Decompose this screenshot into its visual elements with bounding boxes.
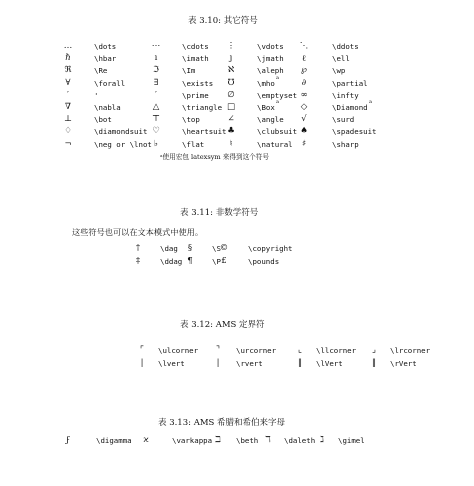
latex-command: \llcorner bbox=[316, 346, 357, 355]
latex-command: \gimel bbox=[338, 436, 365, 445]
symbol-glyph: □ bbox=[226, 102, 236, 112]
symbol-glyph: ♣ bbox=[227, 126, 235, 137]
symbol-glyph: † bbox=[135, 243, 141, 253]
symbol-glyph: § bbox=[187, 243, 193, 253]
latex-command: \vdots bbox=[257, 42, 284, 51]
latex-command: \S bbox=[212, 244, 221, 253]
symbol-glyph: ⌞ bbox=[298, 345, 302, 355]
symbol-glyph: ♯ bbox=[301, 138, 307, 149]
symbol-glyph: ⋮ bbox=[226, 41, 236, 51]
latex-command: \ddag bbox=[160, 256, 183, 266]
latex-command: \digamma bbox=[96, 436, 132, 445]
symbol-glyph: ¶ bbox=[187, 255, 193, 266]
latex-command: \rvert bbox=[236, 358, 263, 368]
latex-command: \ulcorner bbox=[158, 346, 199, 355]
symbol-glyph: ′ bbox=[67, 89, 69, 100]
symbol-glyph: ℵ bbox=[227, 65, 235, 76]
latex-command: ' bbox=[94, 90, 99, 100]
latex-command: \dots bbox=[94, 42, 117, 51]
symbol-glyph: ℑ bbox=[153, 65, 159, 76]
symbol-glyph: £ bbox=[221, 255, 227, 266]
symbol-glyph: ℓ bbox=[301, 54, 307, 65]
symbol-glyph: | bbox=[216, 357, 220, 368]
latex-command: \heartsuit bbox=[182, 127, 227, 137]
symbol-glyph: ¬ bbox=[64, 138, 72, 149]
symbol-glyph: √ bbox=[301, 114, 307, 125]
symbol-glyph: ∅ bbox=[227, 89, 235, 100]
latex-command: \urcorner bbox=[236, 346, 277, 355]
table-3-11-caption: 表 3.11: 非数学符号 bbox=[180, 208, 259, 218]
latex-command: \Im bbox=[182, 66, 196, 76]
latex-command: \varkappa bbox=[172, 436, 213, 445]
latex-command: \pounds bbox=[248, 256, 280, 266]
table-3-10-caption: 表 3.10: 其它符号 bbox=[188, 16, 258, 26]
symbol-glyph: ⌝ bbox=[216, 345, 220, 355]
latex-command: \exists bbox=[182, 78, 214, 88]
latex-command: \neg or \lnot bbox=[94, 139, 152, 149]
latex-command: \imath bbox=[182, 54, 209, 64]
latex-command: \Box bbox=[257, 103, 275, 112]
symbol-glyph: ⊤ bbox=[152, 114, 160, 125]
symbol-glyph: △ bbox=[152, 102, 160, 112]
latex-command: \beth bbox=[236, 436, 259, 445]
symbol-glyph: ϝ bbox=[66, 435, 70, 445]
latex-command: \partial bbox=[332, 78, 368, 88]
latex-command: \emptyset bbox=[257, 90, 298, 100]
symbol-glyph: ϰ bbox=[143, 435, 149, 445]
latex-command: \spadesuit bbox=[332, 127, 377, 137]
latex-command: \copyright bbox=[248, 244, 293, 253]
symbol-glyph: ♡ bbox=[152, 126, 160, 137]
latex-command: \natural bbox=[257, 139, 293, 149]
symbol-glyph: © bbox=[219, 243, 229, 253]
latex-command: \prime bbox=[182, 90, 209, 100]
symbol-glyph: ♢ bbox=[64, 126, 72, 137]
latex-command: \hbar bbox=[94, 54, 117, 64]
table-3-12-caption: 表 3.12: AMS 定界符 bbox=[180, 320, 265, 330]
latex-command: \Diamond bbox=[332, 103, 368, 112]
latex-command: \forall bbox=[94, 78, 126, 88]
latex-command: \surd bbox=[332, 115, 355, 125]
symbol-glyph: ℜ bbox=[64, 65, 72, 76]
symbol-glyph: ♮ bbox=[229, 138, 233, 149]
symbol-glyph: ♭ bbox=[153, 138, 158, 149]
latex-command: \infty bbox=[332, 90, 359, 100]
symbol-glyph: ⋱ bbox=[299, 41, 309, 51]
symbol-glyph: ♠ bbox=[300, 126, 308, 137]
symbol-glyph: ′ bbox=[155, 89, 157, 100]
latex-command: \aleph bbox=[257, 66, 284, 76]
latex-command: \wp bbox=[332, 66, 346, 76]
symbol-glyph: ‖ bbox=[297, 357, 303, 368]
symbol-glyph: ‡ bbox=[135, 255, 141, 266]
symbol-glyph: … bbox=[63, 41, 73, 51]
latex-command: \ell bbox=[332, 54, 350, 64]
latex-command: \daleth bbox=[284, 436, 316, 445]
symbol-glyph: ℧ bbox=[227, 77, 235, 88]
symbol-glyph: ∂ bbox=[301, 77, 307, 88]
symbol-glyph: ℏ bbox=[65, 53, 71, 64]
table-3-11-intro: 这些符号也可以在文本模式中使用。 bbox=[72, 227, 204, 237]
symbol-glyph: ȷ bbox=[229, 53, 233, 64]
symbol-glyph: ℸ bbox=[265, 435, 271, 445]
latex-command: \dag bbox=[160, 244, 178, 253]
symbol-glyph: | bbox=[140, 357, 144, 368]
symbol-glyph: ◇ bbox=[300, 102, 308, 112]
symbol-glyph: ∠ bbox=[227, 114, 235, 125]
symbol-glyph: ℷ bbox=[320, 435, 324, 445]
symbol-glyph: ∃ bbox=[153, 77, 159, 88]
symbol-glyph: ⋯ bbox=[151, 41, 161, 51]
symbol-glyph: ⊥ bbox=[64, 114, 72, 125]
symbol-glyph: ∀ bbox=[65, 77, 71, 88]
latex-command: \diamondsuit bbox=[94, 127, 148, 137]
latex-command: \lvert bbox=[158, 358, 185, 368]
symbol-glyph: ‖ bbox=[371, 357, 377, 368]
table-3-13-caption: 表 3.13: AMS 希腊和希伯来字母 bbox=[158, 418, 286, 428]
latex-command: \top bbox=[182, 115, 200, 125]
symbol-glyph: ⌜ bbox=[140, 345, 144, 355]
latex-command: \rVert bbox=[390, 358, 417, 368]
latex-command: \P bbox=[212, 256, 221, 266]
latex-command: \bot bbox=[94, 115, 112, 125]
symbol-glyph: ⌟ bbox=[372, 345, 376, 355]
latex-command: \lrcorner bbox=[390, 346, 431, 355]
table-3-10-footnote: ᵃ使用宏包 latexsym 来得到这个符号 bbox=[160, 153, 269, 161]
symbol-glyph: ℘ bbox=[301, 65, 307, 76]
symbol-glyph: ı bbox=[154, 53, 158, 64]
latex-command: \lVert bbox=[316, 358, 343, 368]
symbol-glyph: ∇ bbox=[65, 102, 71, 112]
latex-command: \cdots bbox=[182, 42, 209, 51]
symbol-glyph: ℶ bbox=[215, 435, 221, 445]
latex-command: \triangle bbox=[182, 103, 223, 112]
latex-command: \nabla bbox=[94, 103, 121, 112]
latex-command: \Re bbox=[94, 66, 108, 76]
latex-command: \mho bbox=[257, 78, 275, 88]
latex-command: \sharp bbox=[332, 139, 359, 149]
symbol-glyph: ∞ bbox=[300, 89, 308, 100]
latex-command: \flat bbox=[182, 139, 205, 149]
latex-command: \jmath bbox=[257, 54, 284, 64]
latex-command: \angle bbox=[257, 115, 284, 125]
latex-command: \ddots bbox=[332, 42, 359, 51]
latex-command: \clubsuit bbox=[257, 127, 298, 137]
